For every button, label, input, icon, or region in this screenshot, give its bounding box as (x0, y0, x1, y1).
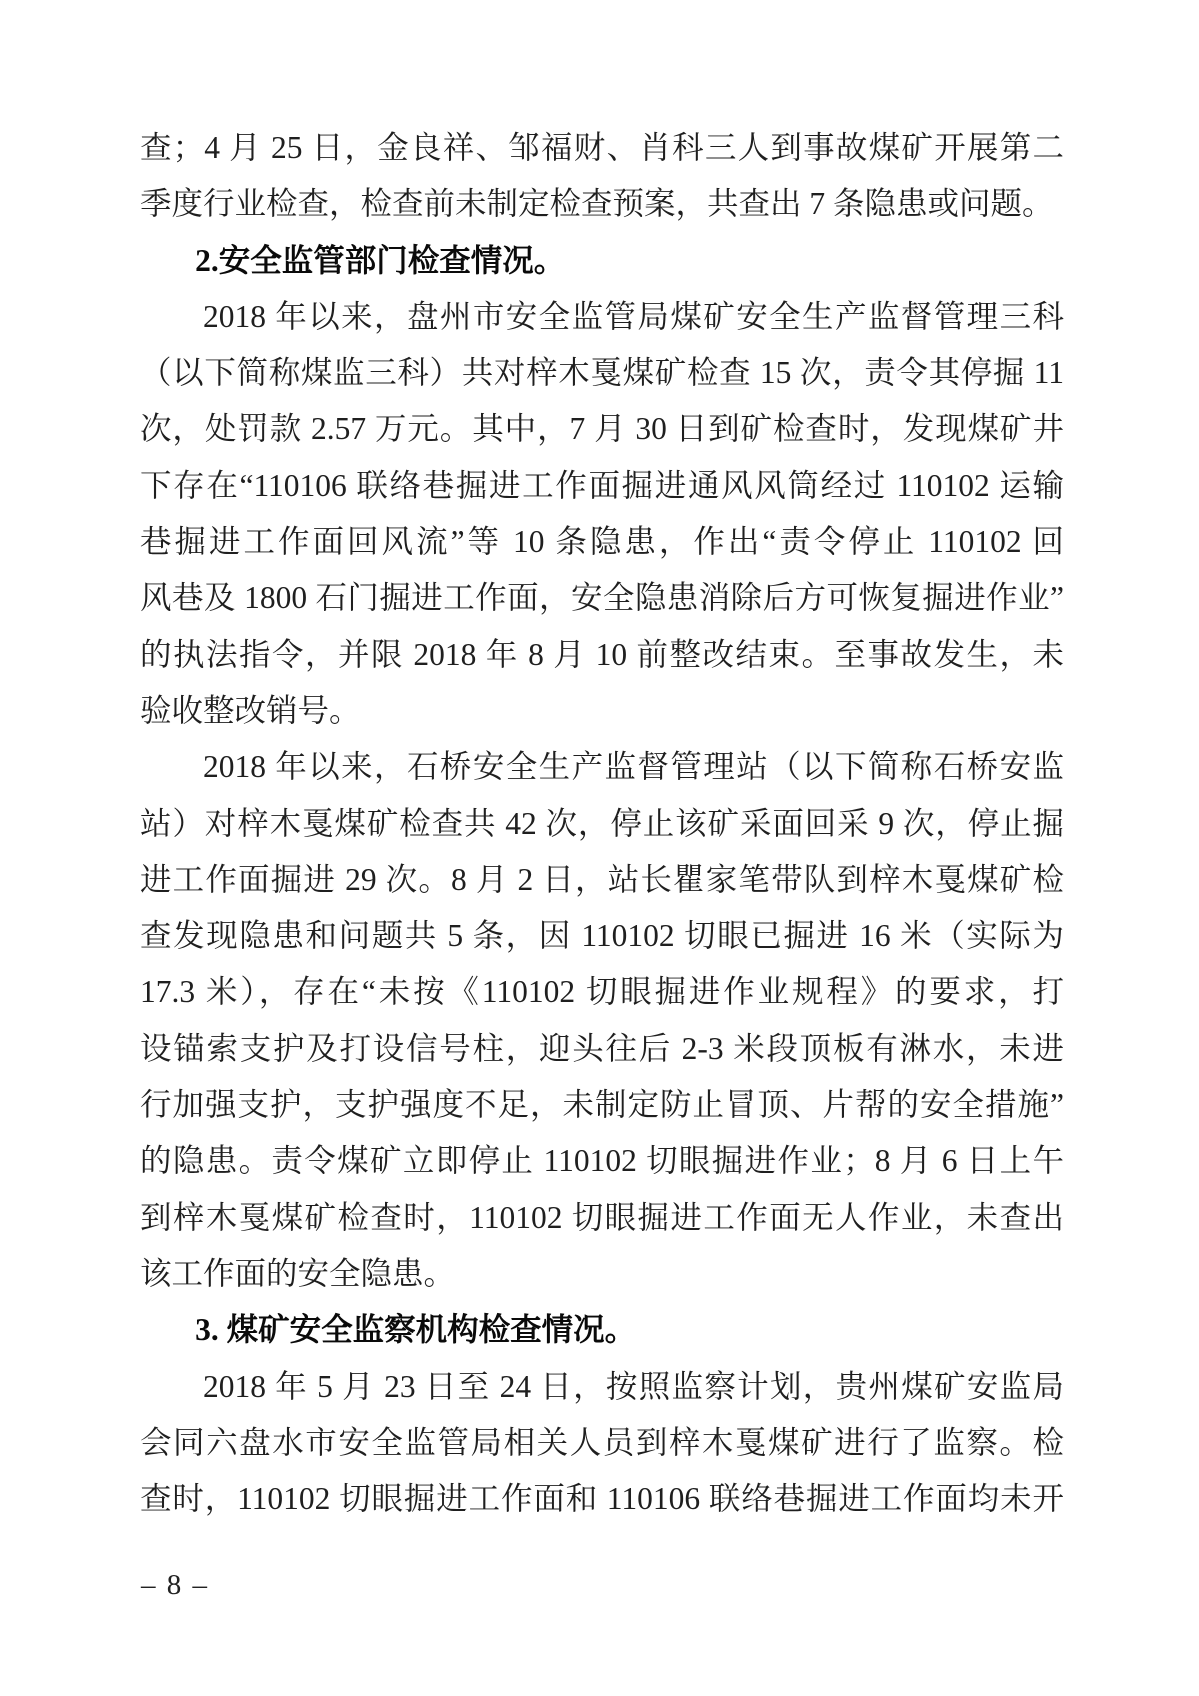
text-line: 行加强支护，支护强度不足，未制定防止冒顶、片帮的安全措施” (140, 1087, 1064, 1123)
page-number: – 8 – (141, 1569, 209, 1601)
section-3-heading: 3. 煤矿安全监察机构检查情况。 (195, 1312, 637, 1348)
text-line: 的隐患。责令煤矿立即停止 110102 切眼掘进作业；8 月 6 日上午 (140, 1143, 1064, 1179)
text-line: 次，处罚款 2.57 万元。其中，7 月 30 日到矿检查时，发现煤矿井 (140, 411, 1064, 447)
text-line: 到梓木戛煤矿检查时，110102 切眼掘进工作面无人作业，未查出 (140, 1199, 1064, 1235)
paragraph-supervision-bureau (140, 289, 1064, 739)
paragraph-shiqiao-station (140, 739, 1064, 1302)
page-footer (141, 1568, 209, 1602)
section-3 (140, 1302, 1064, 1358)
text-line: 会同六盘水市安全监管局相关人员到梓木戛煤矿进行了监察。检 (140, 1424, 1064, 1460)
text-line: （以下简称煤监三科）共对梓木戛煤矿检查 15 次，责令其停掘 11 (140, 355, 1064, 391)
text-line: 2018 年 5 月 23 日至 24 日，按照监察计划，贵州煤矿安监局 (203, 1368, 1064, 1404)
text-line: 进工作面掘进 29 次。8 月 2 日，站长瞿家笔带队到梓木戛煤矿检 (140, 861, 1064, 897)
text-line: 季度行业检查，检查前未制定检查预案，共查出 7 条隐患或问题。 (140, 186, 1054, 222)
text-line: 2018 年以来，盘州市安全监管局煤矿安全生产监督管理三科 (203, 298, 1064, 334)
text-line: 设锚索支护及打设信号柱，迎头往后 2-3 米段顶板有淋水，未进 (140, 1030, 1064, 1066)
text-line: 17.3 米），存在“未按《110102 切眼掘进作业规程》的要求，打 (140, 974, 1064, 1010)
text-line: 下存在“110106 联络巷掘进工作面掘进通风风筒经过 110102 运输 (140, 467, 1064, 503)
text-line: 验收整改销号。 (140, 692, 361, 728)
text-line: 查时，110102 切眼掘进工作面和 110106 联络巷掘进工作面均未开 (140, 1481, 1064, 1517)
text-line: 站）对梓木戛煤矿检查共 42 次，停止该矿采面回采 9 次，停止掘 (140, 805, 1064, 841)
section-2 (140, 233, 1064, 289)
text-line: 该工作面的安全隐患。 (140, 1255, 456, 1291)
text-line: 查发现隐患和问题共 5 条，因 110102 切眼已掘进 16 米（实际为 (140, 918, 1064, 954)
page-body (140, 120, 1064, 1527)
text-line: 2018 年以来，石桥安全生产监督管理站（以下简称石桥安监 (203, 749, 1064, 785)
paragraph-continuation (140, 120, 1064, 233)
text-line: 查；4 月 25 日，金良祥、邹福财、肖科三人到事故煤矿开展第二 (140, 130, 1064, 165)
text-line: 的执法指令，并限 2018 年 8 月 10 前整改结束。至事故发生，未 (140, 636, 1064, 672)
text-line: 风巷及 1800 石门掘进工作面，安全隐患消除后方可恢复掘进作业” (140, 580, 1064, 616)
text-line: 巷掘进工作面回风流”等 10 条隐患，作出“责令停止 110102 回 (140, 524, 1064, 560)
section-2-heading: 2.安全监管部门检查情况。 (195, 242, 566, 278)
paragraph-inspection-agency (140, 1359, 1064, 1528)
